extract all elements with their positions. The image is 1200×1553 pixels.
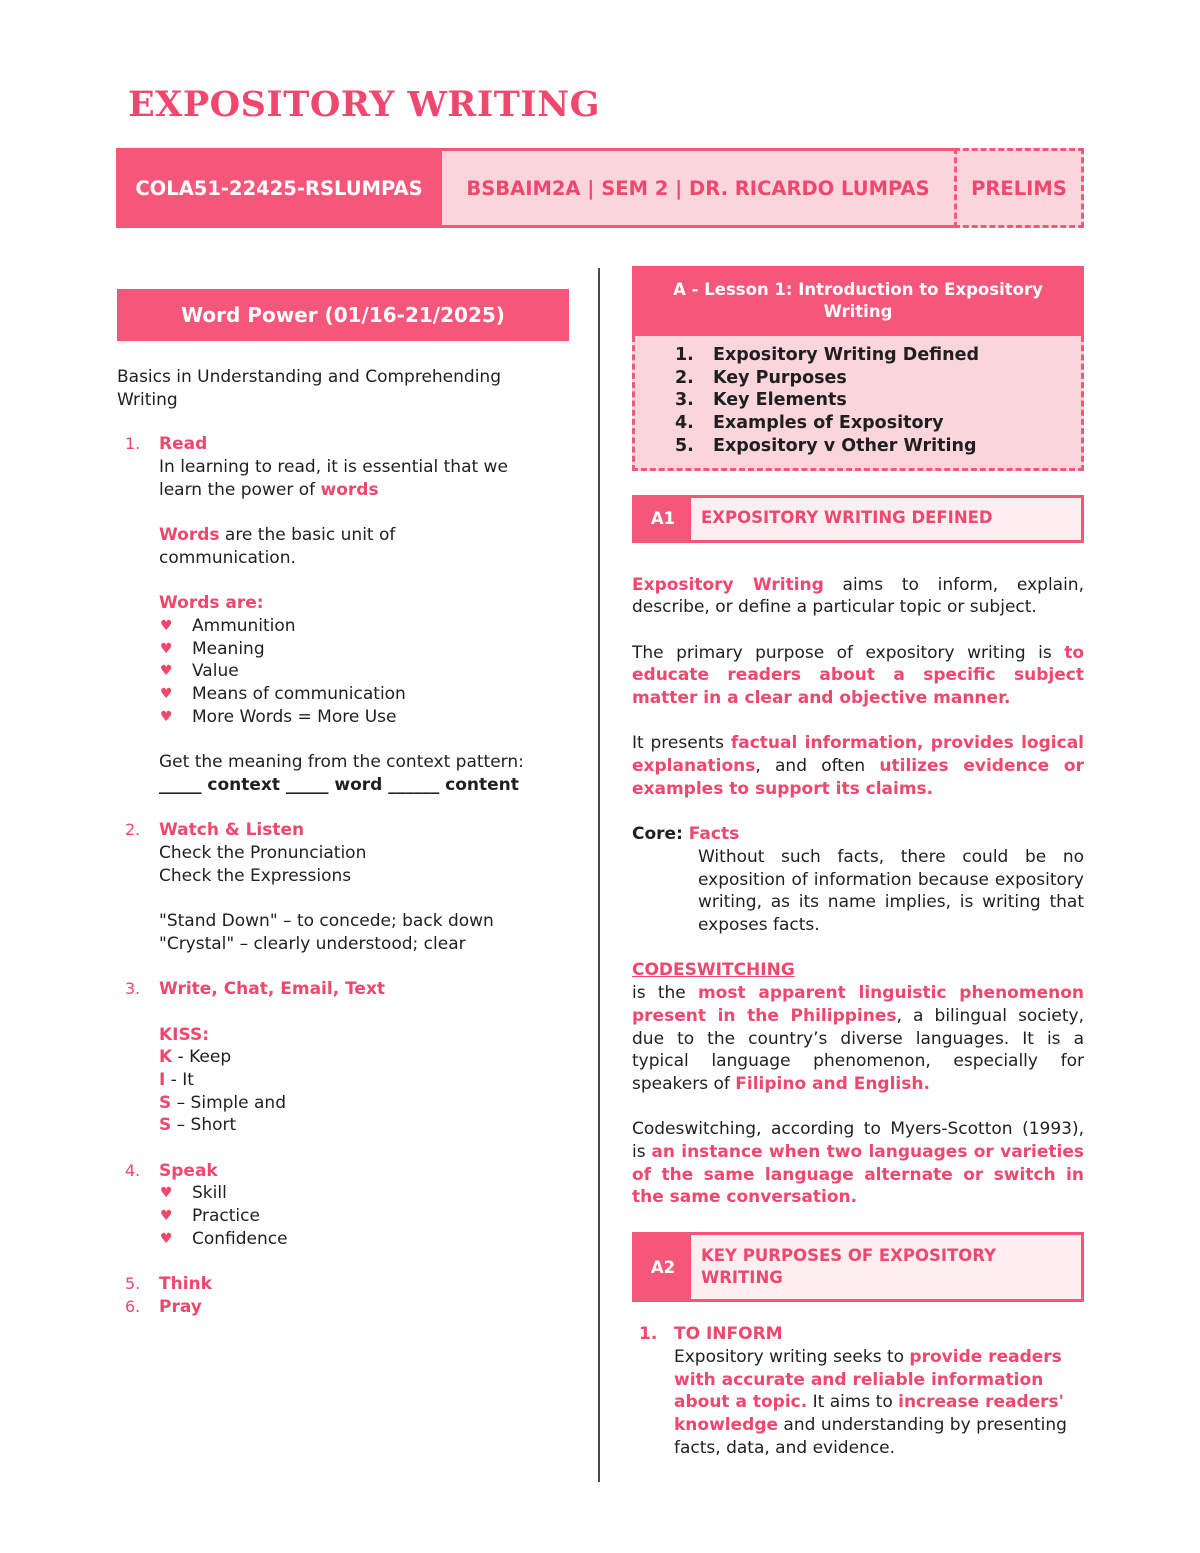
word-power-heading: Word Power (01/16-21/2025) [117, 289, 569, 341]
list-item-to-inform: 1. TO INFORM Expository writing seeks to provide readers with accurate and reliable information about a topic. It aims to increase readers' knowledge and understanding by presenting facts, data, and evidence. [639, 1324, 1067, 1458]
right-column [632, 266, 1084, 1459]
course-info: BSBAIM2A | SEM 2 | DR. RICARDO LUMPAS [442, 148, 954, 228]
left-column [117, 289, 569, 1319]
lesson-header: A - Lesson 1: Introduction to Expository Writing [632, 266, 1084, 336]
list-item: 1. Expository Writing Defined [675, 345, 980, 365]
paragraph: Expository Writing aims to inform, explain, describe, or define a particular topic or subject. [632, 574, 1084, 618]
heart-icon: ♥ [160, 640, 173, 657]
list-item: 2. Key Purposes [675, 367, 847, 388]
heart-icon: ♥ [160, 1185, 173, 1202]
list-item: ♥ More Words = More Use [160, 706, 397, 727]
heart-icon: ♥ [160, 663, 173, 680]
list-item-think: 5. Think [125, 1274, 212, 1295]
core-block: Core: Facts Without such facts, there could be no exposition of information because expository writing, as its name implies, is writing that exposes facts. [632, 824, 1084, 936]
heart-icon: ♥ [160, 686, 173, 703]
term-badge: PRELIMS [954, 148, 1084, 228]
list-item: ♥ Confidence [160, 1228, 288, 1249]
section-body-a1 [632, 574, 1084, 1210]
heart-icon: ♥ [160, 708, 173, 725]
list-item-read: 1. Read In learning to read, it is essential that we learn the power of words Words are the basic unit of communication. Words are: ♥ Ammunition ♥ Meaning ♥ Value ♥ Means of communication ♥ More Words = More Use Get the meaning from the context pattern: _____ context _____ word ______ content [117, 433, 569, 796]
paragraph: Codeswitching, according to Myers-Scotton (1993), is an instance when two languages or varieties of the same language alternate or switch in the same conversation. [632, 1119, 1085, 1208]
list-item-write: 3. Write, Chat, Email, Text KISS: K - Keep I - It S – Simple and S – Short [125, 979, 386, 1136]
lesson-outline [632, 336, 1084, 471]
paragraph: It presents factual information, provides logical explanations, and often utilizes evidence or examples to support its claims. [632, 733, 1084, 799]
course-header [116, 148, 1084, 228]
list-item: 4. Examples of Expository [675, 413, 944, 434]
list-item: ♥ Skill [160, 1183, 227, 1204]
intro-text: Basics in Understanding and Comprehending Writing [117, 367, 501, 410]
list-item: 3. Key Elements [675, 390, 847, 411]
section-heading-a2 [632, 1232, 1084, 1302]
section-body-a2 [632, 1323, 1084, 1459]
section-title: KEY PURPOSES OF EXPOSITORY WRITING [701, 1245, 997, 1288]
list-item: ♥ Meaning [160, 638, 265, 659]
heart-icon: ♥ [160, 1230, 173, 1247]
section-title: EXPOSITORY WRITING DEFINED [701, 508, 993, 528]
list-item: 5. Expository v Other Writing [675, 435, 977, 456]
section-tag: A2 [635, 1235, 691, 1299]
list-item: ♥ Practice [160, 1206, 260, 1227]
list-item: ♥ Ammunition [160, 616, 296, 636]
paragraph: The primary purpose of expository writing is to educate readers about a specific subject matter in a clear and objective manner. [632, 642, 1084, 709]
list-item-pray: 6. Pray [125, 1296, 202, 1317]
list-item-watch-listen: 2. Watch & Listen Check the Pronunciation Check the Expressions "Stand Down" – to concede; back down "Crystal" – clearly understood; clear [125, 820, 494, 954]
course-code: COLA51-22425-RSLUMPAS [116, 148, 442, 228]
heart-icon: ♥ [160, 618, 173, 634]
list-item: ♥ Means of communication [160, 684, 406, 705]
list-item: ♥ Value [160, 661, 239, 682]
heart-icon: ♥ [160, 1208, 173, 1225]
list-item-speak: 4. Speak ♥ Skill ♥ Practice ♥ Confidence [117, 1160, 569, 1251]
section-heading-a1 [632, 495, 1084, 543]
context-pattern: _____ context _____ word ______ content [159, 774, 519, 795]
word-power-list [117, 433, 569, 1318]
document-title: EXPOSITORY WRITING [128, 84, 601, 125]
section-tag: A1 [635, 498, 691, 540]
column-divider [598, 268, 600, 1482]
codeswitching-block: CODESWITCHING is the most apparent linguistic phenomenon present in the Philippines, a bilingual society, due to the country’s diverse languages. It is a typical language phenomenon, especially for speakers of Filipino and English. [632, 960, 1084, 1094]
